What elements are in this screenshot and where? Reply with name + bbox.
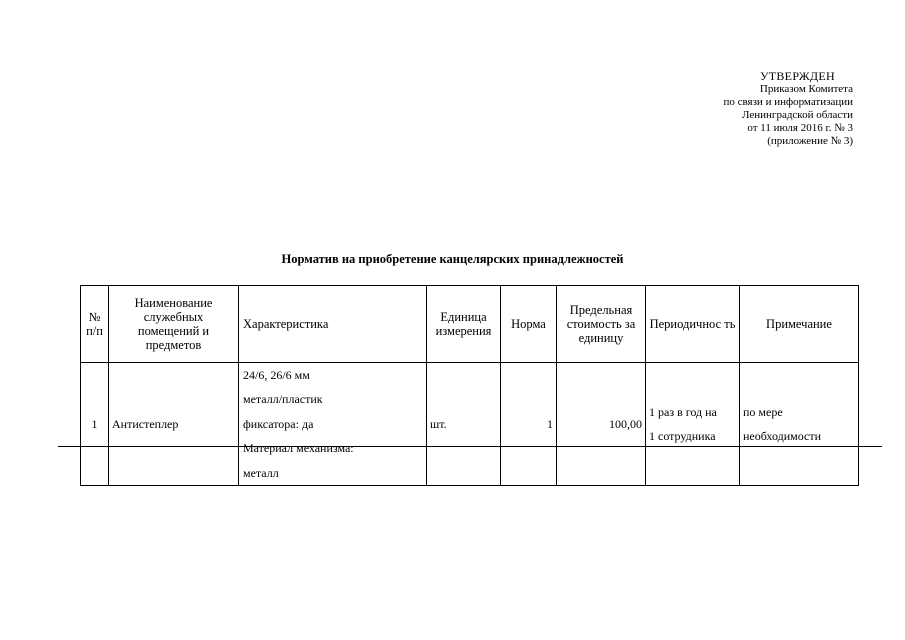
header-unit: Единица измерения	[427, 286, 501, 363]
period-line: 1 сотрудника	[649, 429, 716, 443]
row-note	[740, 363, 859, 486]
note-line: необходимости	[743, 429, 822, 443]
approval-line: по связи и информатизации	[723, 96, 853, 108]
approval-line: Приказом Комитета	[759, 83, 853, 95]
characteristic-line: Материал механизма:	[243, 441, 354, 456]
table-row	[81, 363, 859, 486]
header-number: № п/п	[81, 286, 109, 363]
row-characteristics	[239, 363, 427, 486]
header-period: Периодичнос ть	[646, 286, 740, 363]
period-line: 1 раз в год на	[649, 405, 717, 419]
header-characteristics: Характеристика	[239, 286, 427, 363]
characteristic-line: фиксатора: да	[243, 416, 314, 431]
document-title: Норматив на приобретение канцелярских принадлежностей	[281, 252, 624, 266]
row-unit: шт.	[427, 363, 501, 486]
table-header-row	[81, 286, 859, 363]
characteristic-line: 24/6, 26/6 мм	[243, 368, 310, 382]
approval-heading: УТВЕРЖДЕН	[759, 69, 835, 83]
note-line: по мере	[743, 405, 783, 419]
characteristic-line: металл/пластик	[243, 392, 323, 407]
approval-line: (приложение № 3)	[767, 135, 853, 147]
approval-line: Ленинградской области	[742, 109, 853, 121]
header-price: Предельная стоимость за единицу	[557, 286, 646, 363]
approval-block	[723, 70, 853, 148]
row-norm: 1	[501, 363, 557, 486]
header-name: Наименование служебных помещений и предметов	[109, 286, 239, 363]
horizontal-rule	[58, 446, 882, 447]
row-period	[646, 363, 740, 486]
header-norm: Норма	[501, 286, 557, 363]
characteristic-line: металл	[243, 465, 279, 480]
row-number: 1	[81, 363, 109, 486]
header-note: Примечание	[740, 286, 859, 363]
row-price: 100,00	[557, 363, 646, 486]
row-name: Антистеплер	[109, 363, 239, 486]
norm-table	[80, 285, 859, 486]
approval-line: от 11 июля 2016 г. № 3	[747, 122, 853, 134]
